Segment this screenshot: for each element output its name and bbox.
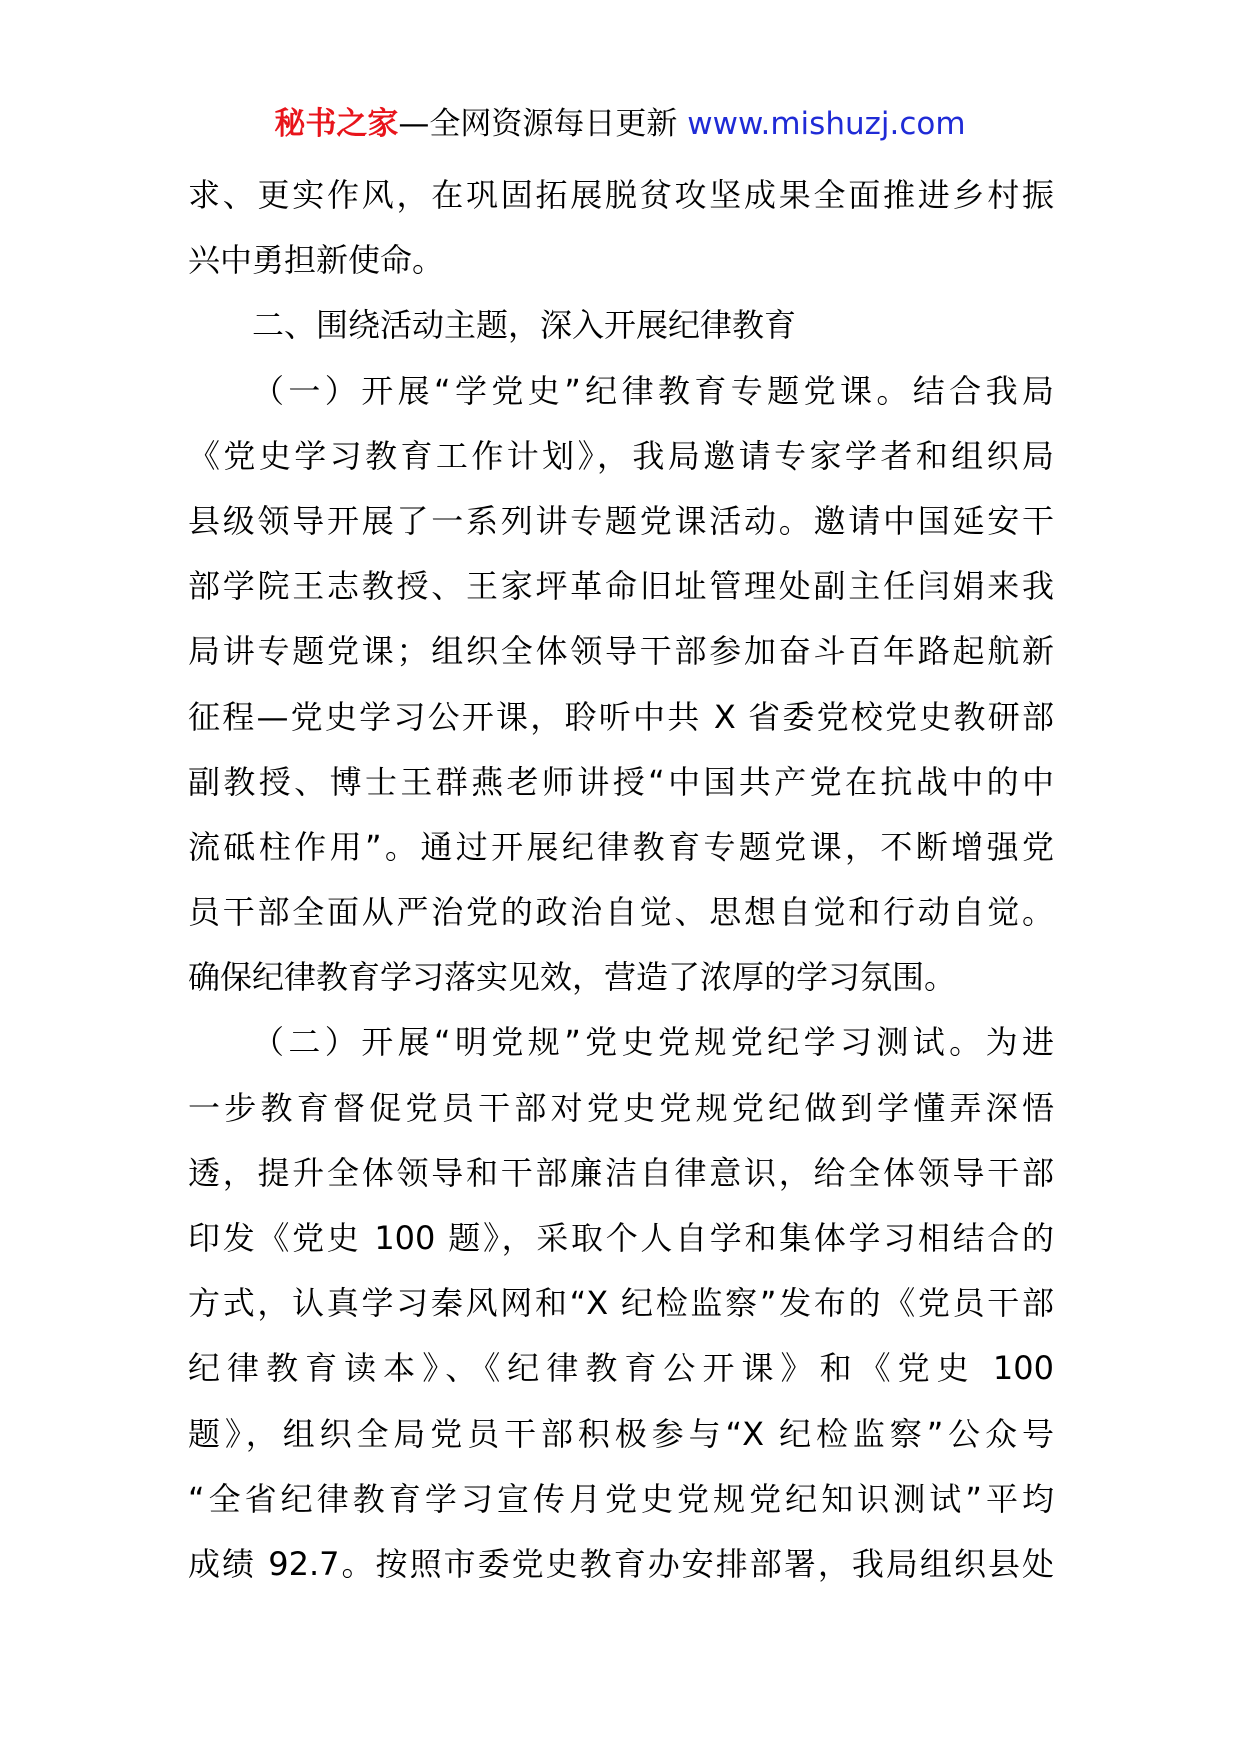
text-line: 成绩 92.7。按照市委党史教育办安排部署，我局组织县处 (188, 1544, 1054, 1583)
text-line: 《党史学习教育工作计划》，我局邀请专家学者和组织局 (188, 436, 1054, 475)
text-line: 局讲专题党课；组织全体领导干部参加奋斗百年路起航新 (188, 632, 1054, 671)
text-line: 题》，组织全局党员干部积极参与“X 纪检监察”公众号 (188, 1414, 1054, 1453)
text-line: 部学院王志教授、王家坪革命旧址管理处副主任闫娟来我 (188, 567, 1054, 606)
text-line: （一）开展“学党史”纪律教育专题党课。结合我局 (252, 371, 1054, 410)
text-line: 员干部全面从严治党的政治自觉、思想自觉和行动自觉。 (188, 893, 1054, 932)
text-line: 纪律教育读本》、《纪律教育公开课》和《党史 100 (188, 1349, 1054, 1388)
brand-name: 秘书之家 (274, 106, 399, 142)
text-line: 县级领导开展了一系列讲专题党课活动。邀请中国延安干 (188, 501, 1054, 540)
text-line: 方式，认真学习秦风网和“X 纪检监察”发布的《党员干部 (188, 1284, 1054, 1323)
text-line: 二、围绕活动主题，深入开展纪律教育 (252, 306, 797, 345)
text-line: “全省纪律教育学习宣传月党史党规党纪知识测试”平均 (188, 1479, 1054, 1518)
header-url-link[interactable]: www.mishuzj.com (687, 106, 966, 142)
text-line: 确保纪律教育学习落实见效，营造了浓厚的学习氛围。 (188, 958, 957, 997)
document-body (188, 163, 1054, 1597)
page-header (0, 100, 1240, 148)
text-line: 一步教育督促党员干部对党史党规党纪做到学懂弄深悟 (188, 1088, 1054, 1127)
text-line: 透，提升全体领导和干部廉洁自律意识，给全体领导干部 (188, 1153, 1054, 1192)
text-line: 征程—党史学习公开课，聆听中共 X 省委党校党史教研部 (188, 697, 1054, 736)
text-line: 兴中勇担新使命。 (188, 241, 445, 280)
text-line: （二）开展“明党规”党史党规党纪学习测试。为进 (252, 1023, 1054, 1062)
text-line: 求、更实作风，在巩固拓展脱贫攻坚成果全面推进乡村振 (188, 176, 1054, 214)
header-tagline: —全网资源每日更新 (398, 106, 678, 142)
text-line: 流砥柱作用”。通过开展纪律教育专题党课，不断增强党 (188, 827, 1054, 866)
text-line: 印发《党史 100 题》，采取个人自学和集体学习相结合的 (188, 1219, 1054, 1257)
text-line: 副教授、博士王群燕老师讲授“中国共产党在抗战中的中 (188, 762, 1054, 801)
